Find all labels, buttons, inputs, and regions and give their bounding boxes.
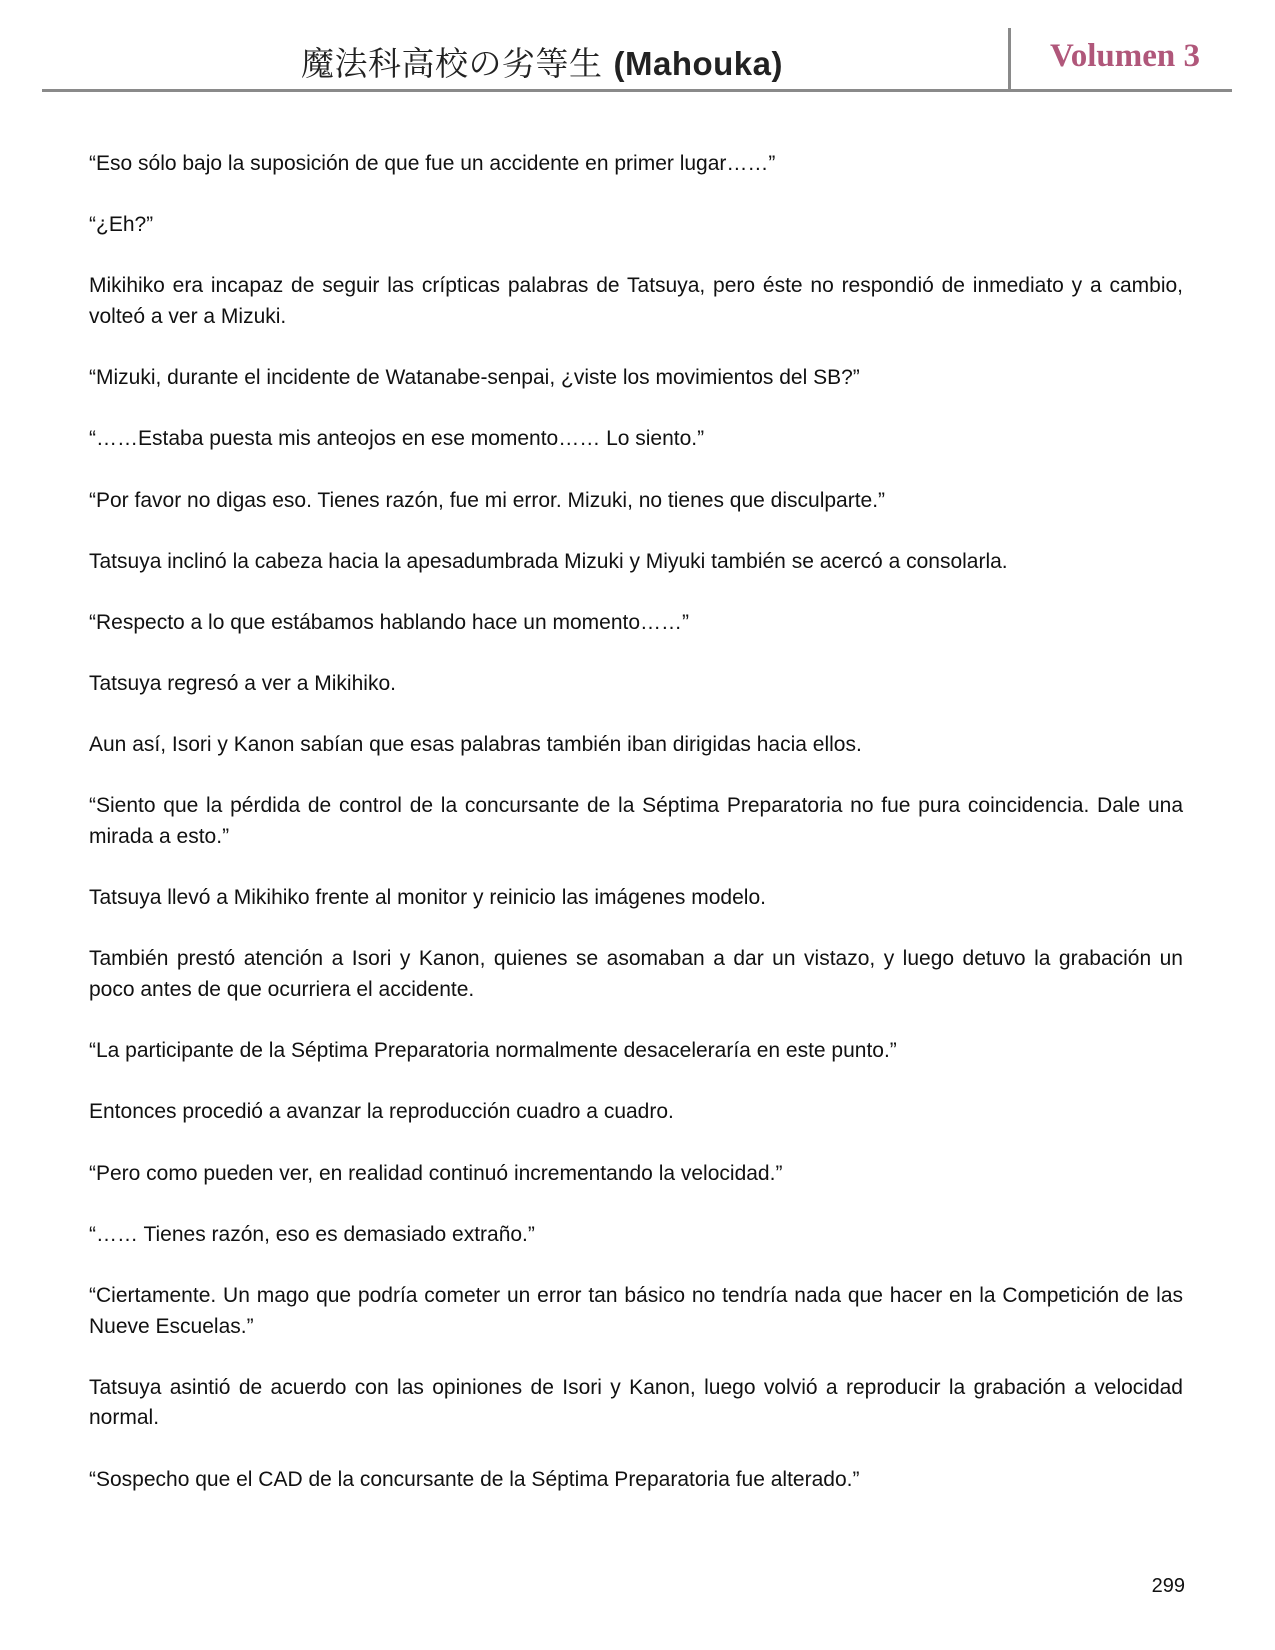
paragraph: “Ciertamente. Un mago que podría cometer un error tan básico no tendría nada que hacer en la Competición de las Nueve Escuelas.” bbox=[89, 1283, 1183, 1338]
paragraph: Aun así, Isori y Kanon sabían que esas palabras también iban dirigidas hacia ellos. bbox=[89, 733, 862, 757]
paragraph: “¿Eh?” bbox=[89, 213, 154, 237]
paragraph: “La participante de la Séptima Preparatoria normalmente desaceleraría en este punto.” bbox=[89, 1039, 897, 1063]
paragraph: “Mizuki, durante el incidente de Watanabe-senpai, ¿viste los movimientos del SB?” bbox=[89, 366, 860, 390]
paragraph: Tatsuya regresó a ver a Mikihiko. bbox=[89, 672, 396, 696]
paragraph: “……Estaba puesta mis anteojos en ese momento…… Lo siento.” bbox=[89, 427, 705, 451]
paragraph: Entonces procedió a avanzar la reproducción cuadro a cuadro. bbox=[89, 1100, 674, 1124]
paragraph: “Por favor no digas eso. Tienes razón, fue mi error. Mizuki, no tienes que disculparte.” bbox=[89, 488, 886, 512]
book-title bbox=[42, 38, 1042, 85]
paragraph: “Sospecho que el CAD de la concursante de la Séptima Preparatoria fue alterado.” bbox=[89, 1467, 860, 1491]
volume-label: Volumen 3 bbox=[1049, 38, 1201, 74]
header-rule bbox=[42, 89, 1232, 92]
paragraph: “…… Tienes razón, eso es demasiado extraño.” bbox=[89, 1222, 535, 1246]
paragraph: Tatsuya asintió de acuerdo con las opiniones de Isori y Kanon, luego volvió a reproducir la grabación a velocidad normal. bbox=[89, 1375, 1183, 1430]
body-text bbox=[89, 149, 1183, 1526]
page-number: 299 bbox=[1151, 1575, 1185, 1597]
paragraph: Tatsuya llevó a Mikihiko frente al monitor y reinicio las imágenes modelo. bbox=[89, 886, 766, 910]
header-divider bbox=[1008, 28, 1011, 90]
page-header bbox=[42, 24, 1232, 92]
paragraph: También prestó atención a Isori y Kanon, quienes se asomaban a dar un vistazo, y luego detuvo la grabación un poco antes de que ocurriera el accidente. bbox=[89, 947, 1183, 1002]
paragraph: “Pero como pueden ver, en realidad continuó incrementando la velocidad.” bbox=[89, 1161, 783, 1185]
paragraph: Tatsuya inclinó la cabeza hacia la apesadumbrada Mizuki y Miyuki también se acercó a consolarla. bbox=[89, 549, 1008, 573]
book-title-japanese: 魔法科高校の劣等生 bbox=[301, 44, 603, 83]
paragraph: “Siento que la pérdida de control de la concursante de la Séptima Preparatoria no fue pura coincidencia. Dale una mirada a esto.” bbox=[89, 794, 1183, 849]
paragraph: “Respecto a lo que estábamos hablando hace un momento……” bbox=[89, 610, 690, 634]
paragraph: Mikihiko era incapaz de seguir las crípticas palabras de Tatsuya, pero éste no respondió de inmediato y a cambio, volteó a ver a Mizuki. bbox=[89, 274, 1183, 328]
paragraph: “Eso sólo bajo la suposición de que fue un accidente en primer lugar……” bbox=[89, 152, 776, 175]
book-title-latin: (Mahouka) bbox=[613, 45, 783, 82]
